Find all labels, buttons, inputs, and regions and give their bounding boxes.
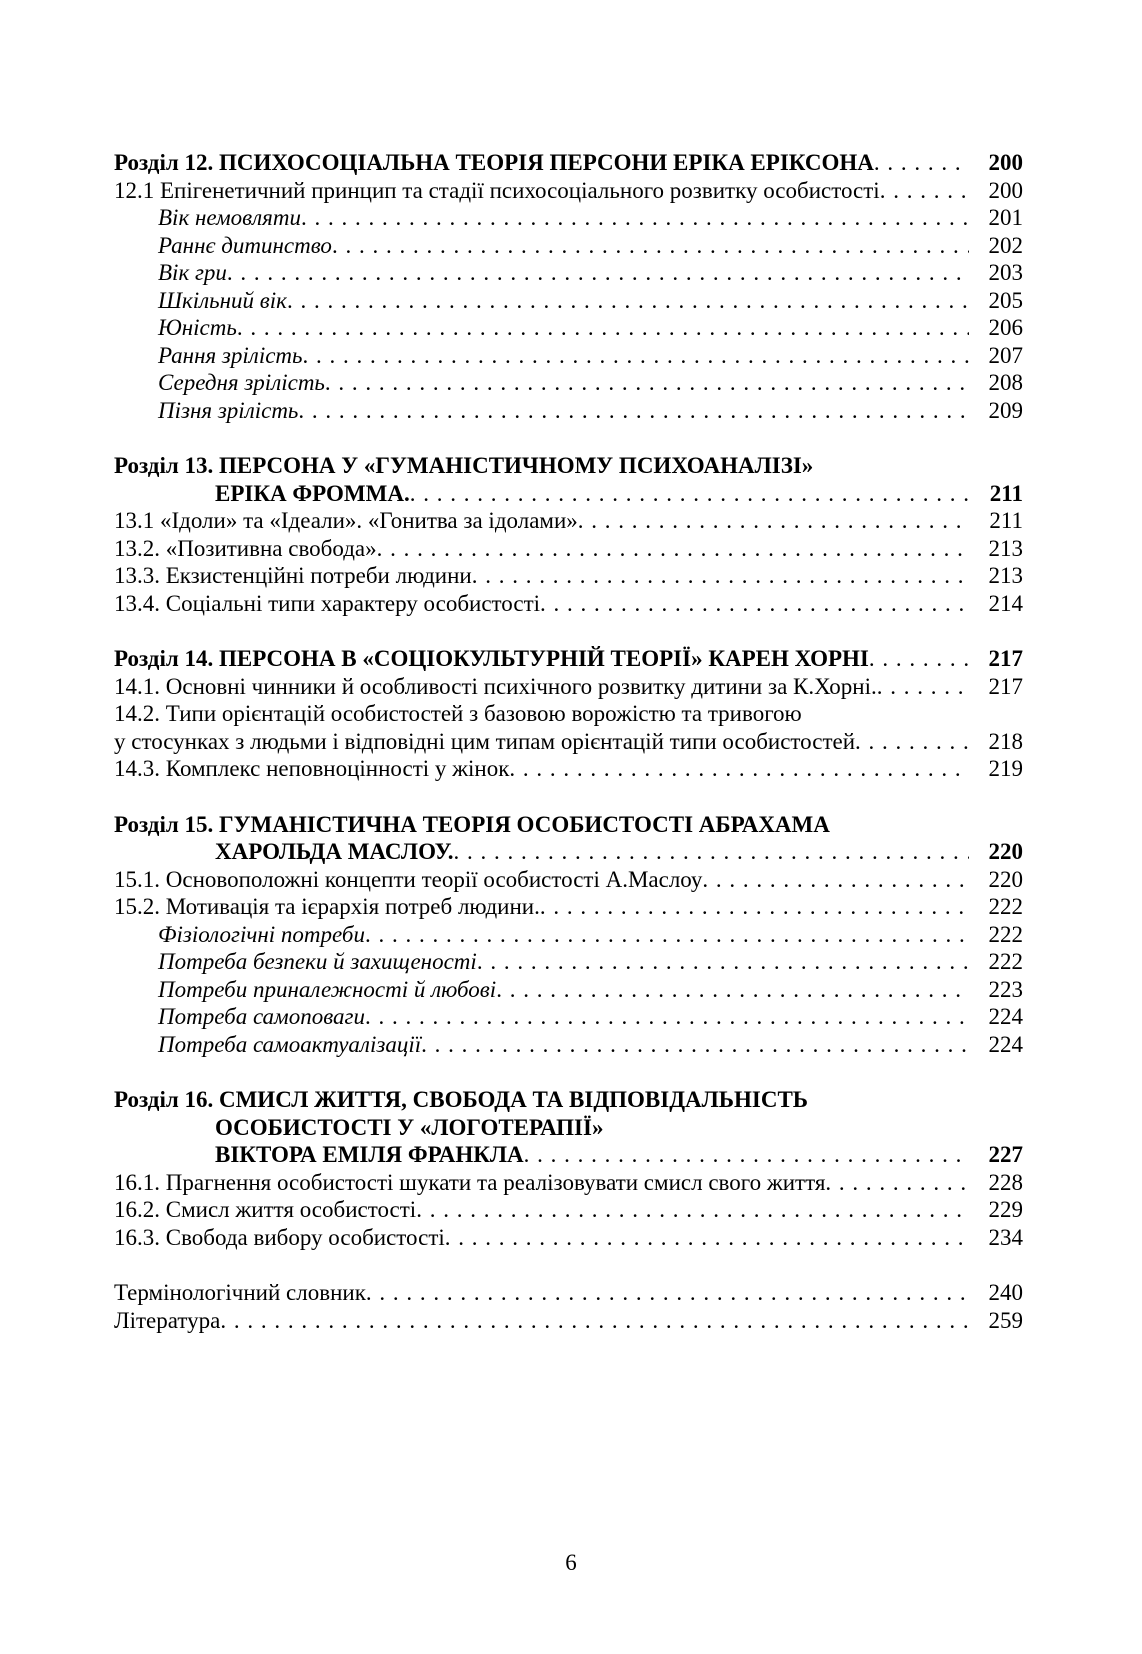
toc-section-chapter-15 [114,811,1023,1059]
toc-entry-title: ХАРОЛЬДА МАСЛОУ. [215,839,454,864]
toc-entry-title: 13.1 «Ідоли» та «Ідеали». «Гонитва за ідолами» [114,508,578,533]
toc-chapter-row [114,1086,1023,1114]
toc-entry-page: 200 [988,177,1023,203]
dot-leader [366,1279,969,1307]
toc-entry-row [114,1196,1023,1224]
table-of-contents [114,149,1023,1334]
dot-leader [445,1224,969,1252]
toc-entry-title: Література [114,1307,221,1333]
toc-subentry-row [114,314,1023,342]
toc-entry-title: Потреба самоактуалізації [158,1031,422,1057]
toc-entry-title: Вік гри [158,260,227,285]
dot-leader [377,535,969,563]
toc-entry-title: Юність [158,315,237,340]
dot-leader [227,259,969,287]
toc-chapter-row [114,811,1023,839]
toc-entry-title: 13.4. Соціальні типи характеру особистості [114,590,541,616]
toc-entry-row [114,728,1023,756]
toc-entry-page: 209 [988,397,1023,423]
toc-entry-title: Потреба безпеки й захищеності [158,949,477,974]
toc-entry-title: 16.3. Свобода вибору особистості [114,1224,445,1250]
toc-chapter-row [114,452,1023,480]
toc-entry-row [114,893,1023,921]
dot-leader [365,1003,969,1031]
toc-entry-title: 14.1. Основні чинники й особливості психічного розвитку дитини за К.Хорні. [114,673,877,699]
toc-entry-page: 234 [988,1224,1023,1250]
toc-entry-page: 206 [988,315,1023,340]
toc-entry-title: 13.3. Екзистенційні потреби людини [114,563,472,588]
toc-subentry-row [114,1031,1023,1059]
toc-entry-page: 218 [988,728,1023,754]
toc-entry-page: 211 [989,480,1023,506]
toc-entry-title: 15.1. Основоположні концепти теорії особистості А.Маслоу [114,866,703,892]
dot-leader [220,1307,969,1335]
toc-entry-page: 219 [988,756,1023,781]
toc-entry-row [114,1279,1023,1307]
toc-entry-row [114,1307,1023,1335]
toc-entry-page: 240 [988,1280,1023,1305]
toc-subentry-row [114,342,1023,370]
toc-section-chapter-16 [114,1086,1023,1251]
dot-leader [509,755,969,783]
toc-entry-title: Пізня зрілість [158,397,299,423]
toc-entry-page: 217 [988,673,1023,699]
toc-entry-title: ОСОБИСТОСТІ У «ЛОГОТЕРАПІЇ» [215,1114,604,1140]
toc-entry-page: 259 [988,1307,1023,1333]
toc-section-chapter-12 [114,149,1023,424]
toc-entry-page: 211 [989,508,1023,533]
toc-entry-title: Потреби приналежності й любові [158,976,497,1002]
toc-entry-title: ЕРІКА ФРОММА. [215,480,410,506]
toc-entry-row [114,1224,1023,1252]
dot-leader [477,948,969,976]
toc-entry-page: 201 [988,205,1023,230]
dot-leader [365,921,969,949]
toc-entry-page: 222 [988,921,1023,947]
page-number: 6 [565,1550,577,1575]
toc-entry-title: 16.1. Прагнення особистості шукати та реалізовувати смисл свого життя [114,1169,826,1195]
toc-entry-title: ВІКТОРА ЕМІЛЯ ФРАНКЛА [215,1142,524,1167]
dot-leader [496,976,969,1004]
dot-leader [303,342,969,370]
dot-leader [825,1169,969,1197]
toc-entry-page: 222 [988,894,1023,919]
toc-subentry-row [114,287,1023,315]
toc-entry-row [114,507,1023,535]
toc-chapter-row [114,838,1023,866]
toc-entry-row [114,866,1023,894]
toc-subentry-row [114,948,1023,976]
toc-entry-page: 205 [988,287,1023,313]
toc-entry-title: Розділ 12. ПСИХОСОЦІАЛЬНА ТЕОРІЯ ПЕРСОНИ ЕРІКА ЕРІКСОНА [114,150,874,175]
dot-leader [540,590,969,618]
dot-leader [540,893,969,921]
toc-entry-title: Фізіологічні потреби [158,921,365,947]
toc-entry-title: 16.2. Смисл життя особистості [114,1197,417,1222]
toc-entry-title: у стосунках з людьми і відповідні цим типам орієнтацій типи особистостей [114,728,856,754]
dot-leader [421,1031,969,1059]
toc-section-back-matter [114,1279,1023,1334]
dot-leader [454,838,969,866]
toc-entry-title: Шкільний вік [158,287,287,313]
dot-leader [416,1196,969,1224]
toc-entry-row [114,755,1023,783]
toc-subentry-row [114,232,1023,260]
dot-leader [325,369,969,397]
toc-entry-title: 14.2. Типи орієнтацій особистостей з базовою ворожістю та тривогою [114,701,802,726]
dot-leader [472,562,969,590]
toc-chapter-row [114,1141,1023,1169]
toc-subentry-row [114,397,1023,425]
toc-entry-title: Розділ 14. ПЕРСОНА В «СОЦІОКУЛЬТУРНІЙ ТЕОРІЇ» КАРЕН ХОРНІ [114,646,869,671]
toc-entry-page: 208 [988,370,1023,395]
toc-entry-row [114,177,1023,205]
toc-chapter-row [114,645,1023,673]
toc-entry-page: 213 [988,535,1023,561]
toc-section-chapter-14 [114,645,1023,783]
toc-entry-row [114,590,1023,618]
toc-entry-title: Вік немовляти [158,205,301,230]
toc-entry-page: 200 [988,150,1023,175]
dot-leader [287,287,969,315]
toc-entry-title: Рання зрілість [158,342,303,368]
toc-entry-page: 227 [988,1142,1023,1167]
toc-entry-page: 213 [988,563,1023,588]
dot-leader [880,177,969,205]
toc-entry-title: Потреба самоповаги [158,1004,366,1029]
toc-subentry-row [114,369,1023,397]
dot-leader [332,232,969,260]
toc-entry-page: 214 [988,590,1023,616]
dot-leader [702,866,969,894]
toc-entry-page: 224 [988,1031,1023,1057]
toc-entry-row [114,700,1023,728]
dot-leader [410,480,969,508]
dot-leader [301,204,969,232]
toc-subentry-row [114,921,1023,949]
toc-entry-page: 224 [988,1004,1023,1029]
toc-entry-title: Розділ 15. ГУМАНІСТИЧНА ТЕОРІЯ ОСОБИСТОСТІ АБРАХАМА [114,811,830,837]
toc-entry-title: 14.3. Комплекс неповноцінності у жінок [114,756,510,781]
toc-entry-page: 207 [988,342,1023,368]
dot-leader [869,645,969,673]
dot-leader [237,314,969,342]
toc-entry-row [114,673,1023,701]
dot-leader [874,149,969,177]
toc-chapter-row [114,480,1023,508]
dot-leader [877,673,969,701]
toc-subentry-row [114,259,1023,287]
toc-entry-page: 229 [988,1197,1023,1222]
dot-leader [855,728,969,756]
toc-subentry-row [114,204,1023,232]
toc-entry-title: Раннє дитинство [158,232,332,258]
toc-entry-title: 12.1 Епігенетичний принцип та стадії психосоціального розвитку особистості [114,177,880,203]
dot-leader [298,397,969,425]
dot-leader [524,1141,969,1169]
toc-entry-page: 222 [988,949,1023,974]
toc-entry-title: Середня зрілість [158,370,325,395]
toc-entry-row [114,562,1023,590]
toc-chapter-row [114,149,1023,177]
toc-entry-page: 202 [988,232,1023,258]
toc-section-chapter-13 [114,452,1023,617]
toc-entry-title: Термінологічний словник [114,1280,366,1305]
toc-entry-page: 228 [988,1169,1023,1195]
toc-entry-title: Розділ 16. СМИСЛ ЖИТТЯ, СВОБОДА ТА ВІДПОВІДАЛЬНІСТЬ [114,1087,808,1112]
toc-entry-title: Розділ 13. ПЕРСОНА У «ГУМАНІСТИЧНОМУ ПСИХОАНАЛІЗІ» [114,453,814,478]
toc-subentry-row [114,976,1023,1004]
toc-entry-title: 13.2. «Позитивна свобода» [114,535,377,561]
toc-entry-page: 217 [988,646,1023,671]
toc-entry-title: 15.2. Мотивація та ієрархія потреб людини. [114,894,540,919]
toc-entry-page: 220 [988,839,1023,864]
toc-subentry-row [114,1003,1023,1031]
toc-entry-row [114,535,1023,563]
toc-entry-page: 220 [988,866,1023,892]
toc-entry-row [114,1169,1023,1197]
toc-entry-page: 203 [988,260,1023,285]
toc-chapter-row [114,1114,1023,1142]
toc-entry-page: 223 [988,976,1023,1002]
dot-leader [578,507,969,535]
